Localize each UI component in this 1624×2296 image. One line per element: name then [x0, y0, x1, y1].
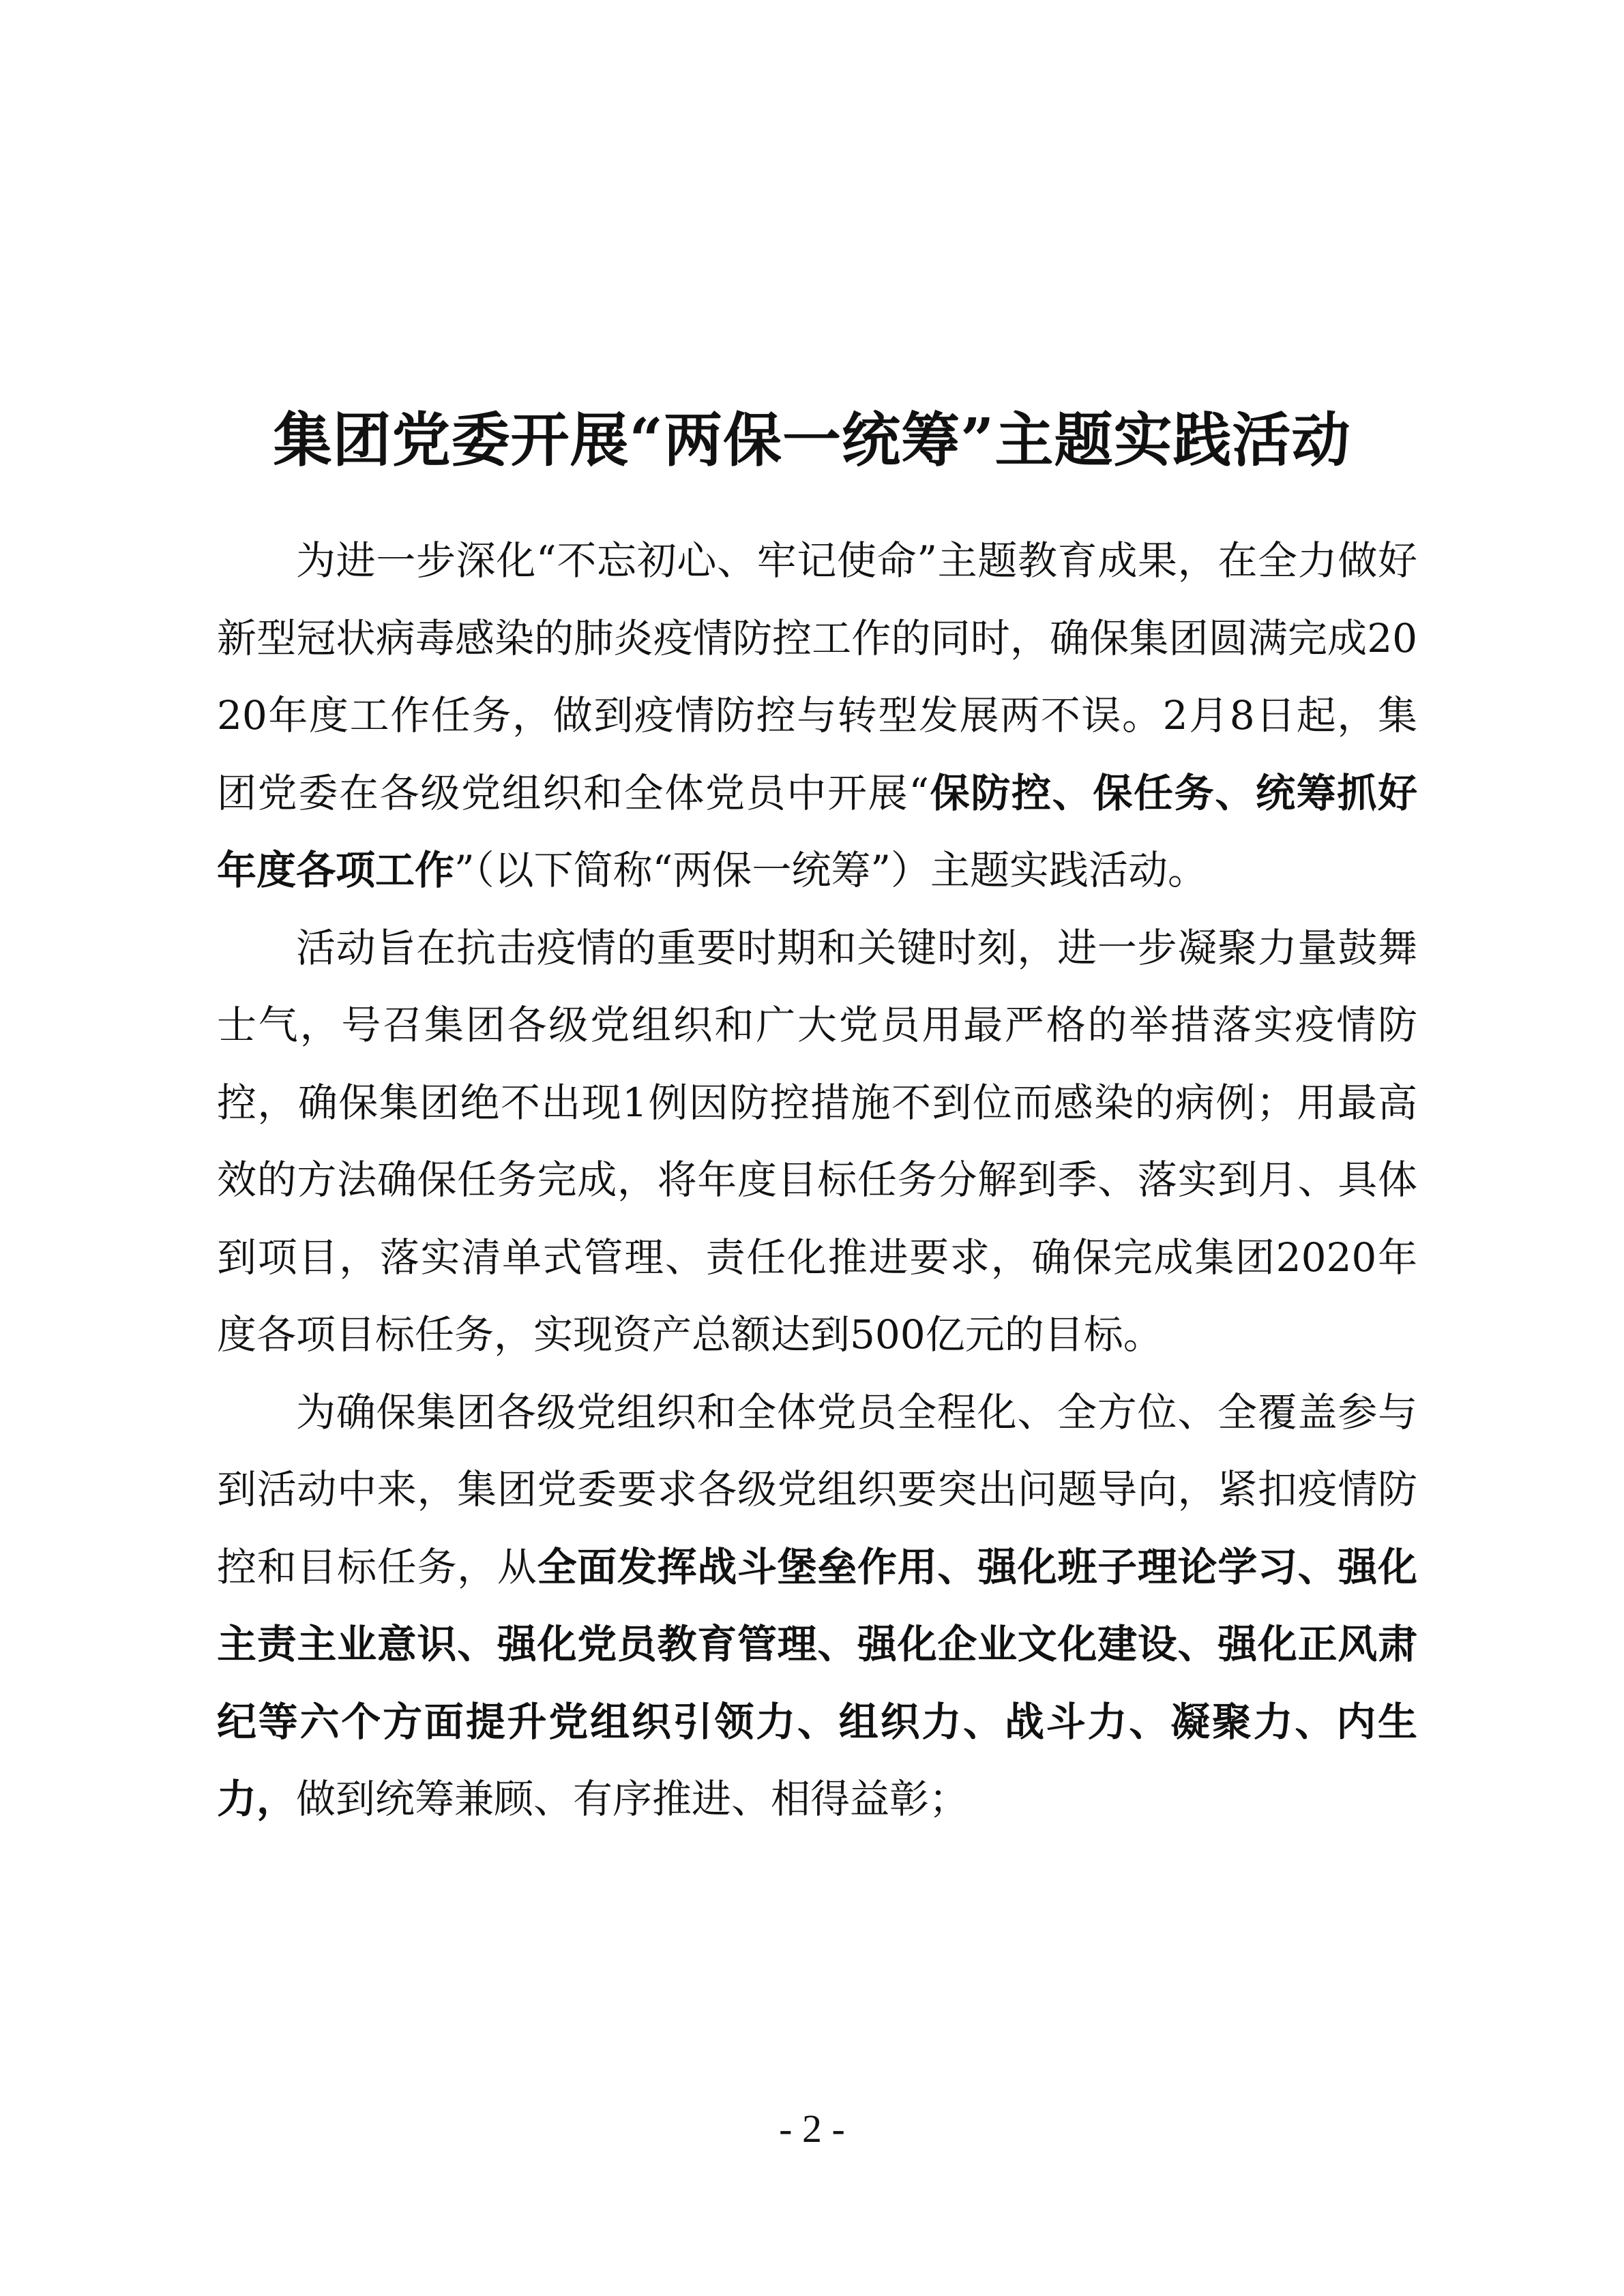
paragraph-2 [217, 910, 1417, 1374]
paragraph-1-text-a: 为进一步深化“不忘初心、牢记使命”主题教育成果，在全力做好新型冠状病毒感染的肺炎疫情防控工作的同时，确保集团圆满完成2020年度工作任务，做到疫情防控与转型发展两不误。2月8日起，集团党委在各级党组织和全体党员中开展“ [217, 537, 1417, 816]
paragraph-3 [217, 1374, 1417, 1838]
paragraph-2-text: 活动旨在抗击疫情的重要时期和关键时刻，进一步凝聚力量鼓舞士气，号召集团各级党组织和广大党员用最严格的举措落实疫情防控，确保集团绝不出现1例因防控措施不到位而感染的病例；用最高效的方法确保任务完成，将年度目标任务分解到季、落实到月、具体到项目，落实清单式管理、责任化推进要求，确保完成集团2020年度各项目标任务，实现资产总额达到500亿元的目标。 [217, 924, 1417, 1358]
document-body [217, 522, 1417, 1838]
paragraph-3-bold-text: 全面发挥战斗堡垒作用、强化班子理论学习、强化主责主业意识、强化党员教育管理、强化企业文化建设、强化正风肃纪等六个方面提升党组织引领力、组织力、战斗力、凝聚力、内生力， [217, 1543, 1417, 1822]
paragraph-1 [217, 522, 1417, 910]
paragraph-1-bold-text: 保防控、保任务、统筹抓好年度各项工作 [217, 769, 1417, 893]
paragraph-3-text-a: 为确保集团各级党组织和全体党员全程化、全方位、全覆盖参与到活动中来，集团党委要求各级党组织要突出问题导向，紧扣疫情防控和目标任务，从 [217, 1388, 1417, 1590]
paragraph-3-text-b: 做到统筹兼顾、有序推进、相得益彰； [296, 1776, 969, 1822]
document-title: 集团党委开展“两保一统筹”主题实践活动 [273, 405, 1351, 475]
page-number: - 2 - [779, 2106, 845, 2151]
paragraph-1-text-b: ”（以下简称“两保一统筹”）主题实践活动。 [454, 847, 1207, 893]
